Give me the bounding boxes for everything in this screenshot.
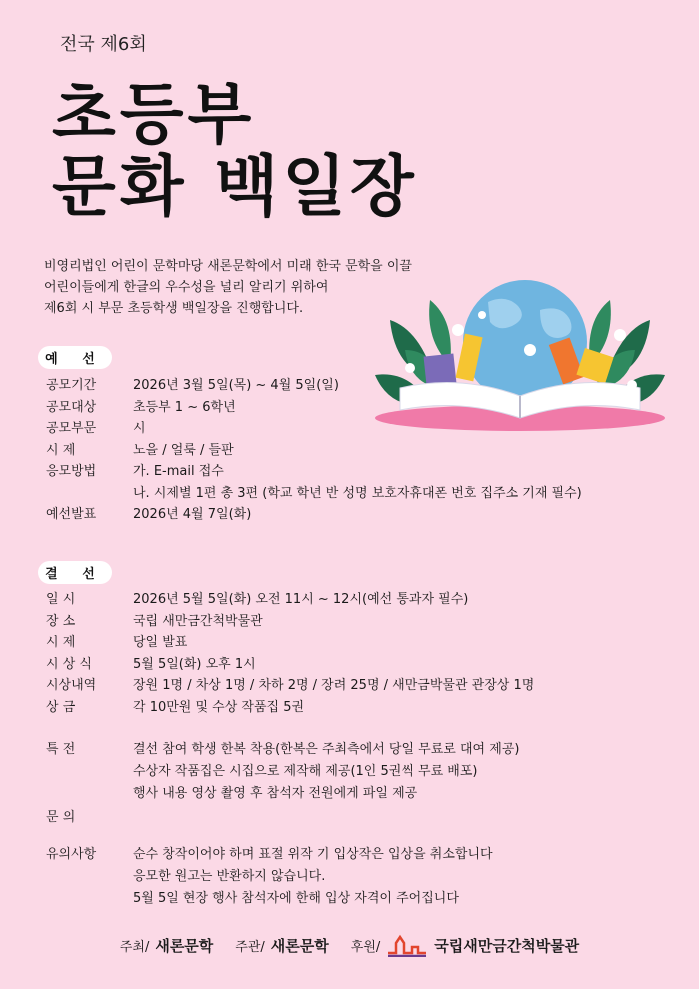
prelim-row-label: 공모부문	[46, 421, 97, 436]
final-row-value: 장원 1명 / 차상 1명 / 차하 2명 / 장려 25명 / 새만금박물관 관장상 1명	[133, 678, 535, 693]
final-row-label: 시상내역	[46, 678, 97, 693]
note-line: 5월 5일 현장 행사 참석자에 한해 입상 자격이 주어집니다	[133, 891, 459, 906]
final-row-label: 장 소	[46, 613, 76, 629]
final-row-value: 5월 5일(화) 오후 1시	[133, 656, 256, 672]
final-row-value: 2026년 5월 5일(화) 오전 11시 ~ 12시(예선 통과자 필수)	[133, 592, 469, 607]
organizer-label: 주관/	[235, 939, 265, 955]
benefit-line: 행사 내용 영상 촬영 후 참석자 전원에게 파일 제공	[133, 786, 418, 801]
organizer-name: 새론문학	[270, 936, 329, 955]
final-badge: 결 선	[38, 561, 112, 584]
prelim-row-value: 2026년 3월 5일(목) ~ 4월 5일(일)	[133, 378, 339, 393]
prelim-row-value: 나. 시제별 1편 총 3편 (학교 학년 반 성명 보호자휴대폰 번호 집주소 기재 필수)	[133, 485, 582, 501]
prelim-row-value: 2026년 4월 7일(화)	[133, 507, 252, 522]
title-line-2: 문화 백일장	[52, 147, 418, 225]
footer-credits	[0, 933, 699, 957]
final-row-value: 당일 발표	[133, 635, 188, 650]
prelim-badge: 예 선	[38, 346, 112, 369]
final-row-value: 국립 새만금간척박물관	[133, 613, 263, 629]
host-label: 주최/	[119, 939, 150, 955]
inquiry-label: 문 의	[46, 810, 76, 825]
host-name: 새론문학	[155, 936, 214, 955]
prelim-row-value: 노을 / 얼룩 / 들판	[133, 442, 234, 458]
prelim-row-value: 가. E-mail 접수	[133, 464, 224, 479]
prelim-row-value: 초등부 1 ~ 6학년	[133, 399, 236, 415]
final-row-label: 일 시	[46, 592, 76, 607]
prelim-row-value: 시	[133, 421, 146, 436]
final-row-value: 각 10만원 및 수상 작품집 5권	[133, 699, 305, 715]
prelim-row-label: 예선발표	[46, 507, 97, 522]
prelim-row-label: 응모방법	[46, 464, 97, 479]
intro-line: 어린이들에게 한글의 우수성을 널리 알리기 위하여	[44, 280, 329, 295]
intro-line: 비영리법인 어린이 문학마당 새론문학에서 미래 한국 문학을 이끌	[44, 259, 412, 274]
final-row-label: 시 제	[46, 635, 76, 650]
event-edition: 전국 제6회	[60, 34, 147, 55]
prelim-row-label: 시 제	[46, 442, 76, 458]
sponsor-name: 국립새만금간척박물관	[434, 936, 580, 955]
intro-line: 제6회 시 부문 초등학생 백일장을 진행합니다.	[44, 301, 304, 316]
museum-logo-icon	[386, 933, 428, 957]
intro-text	[44, 256, 412, 319]
note-line: 응모한 원고는 반환하지 않습니다.	[133, 869, 326, 884]
benefit-line: 수상자 작품집은 시집으로 제작해 제공(1인 5권씩 무료 배포)	[133, 764, 478, 779]
page-title	[52, 75, 418, 225]
sponsor-label: 후원/	[350, 939, 381, 955]
final-row-label: 시 상 식	[46, 656, 92, 672]
title-line-1: 초등부	[52, 75, 256, 153]
note-line: 순수 창작이어야 하며 표절 위작 기 입상작은 입상을 취소합니다	[133, 847, 493, 862]
benefits-label: 특 전	[46, 742, 76, 757]
benefit-line: 결선 참여 학생 한복 착용(한복은 주최측에서 당일 무료로 대여 제공)	[133, 742, 520, 757]
open-book-illustration	[370, 280, 670, 435]
final-row-label: 상 금	[46, 699, 76, 715]
notes-label: 유의사항	[46, 847, 97, 862]
prelim-row-label: 공모대상	[46, 399, 97, 415]
prelim-row-label: 공모기간	[46, 378, 97, 393]
